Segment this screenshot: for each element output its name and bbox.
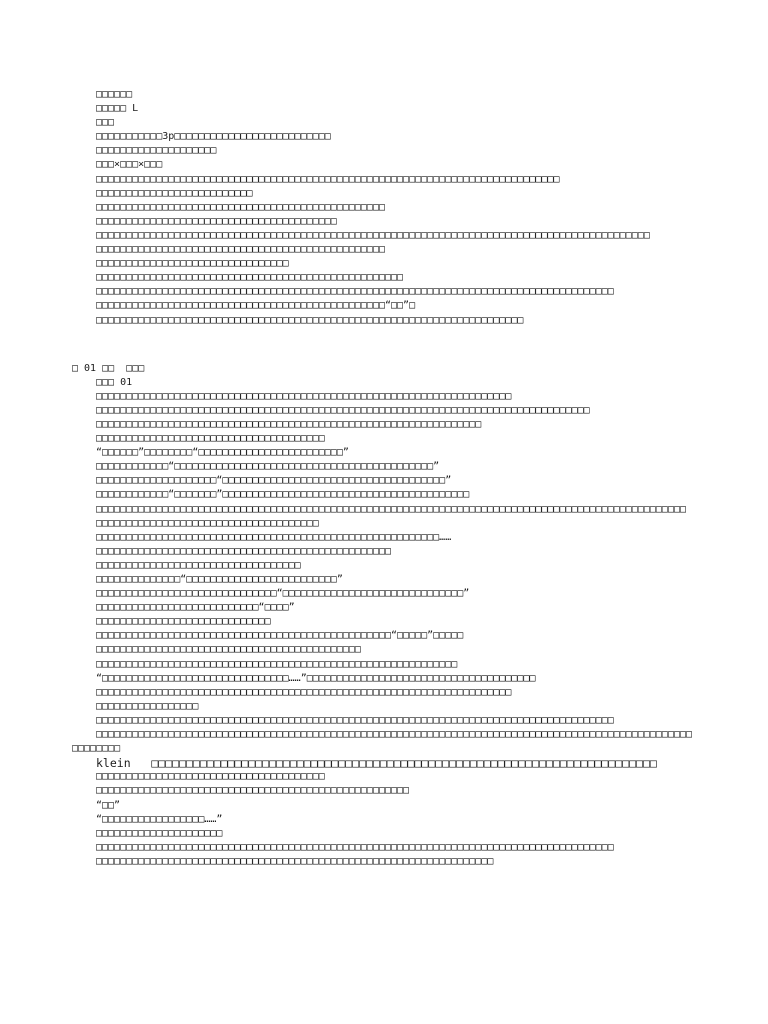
paragraph-line: □□□□□□□□□□□□□□□□□□□□□□□□□□□□□□□□□□□□□□□□□□□□□□□□□□□□□□□□□□□□□□□□□□□□□□□□□□□□□□□□□□□□□□□□□□□□ (96, 229, 650, 241)
paragraph-line: □□□□□□□□□□□□□□□□□□□□□□□□□□□□□□□□□□□□□□ (96, 771, 325, 783)
paragraph-line: □□□□□□□□□□□□□□□□□□□□□□□□□□□□□□□□□□□□□□□□□□□□□□□□□ (96, 545, 392, 557)
paragraph-line: □□□□□□□□□□□□□□□□□□□□□□□□□□□□□□□□□□□□□ (96, 517, 319, 529)
paragraph-line: □□□□□□□□□□□□“□□□□□□□□□□□□□□□□□□□□□□□□□□□□□□□□□□□□□□□□□□□” (96, 461, 440, 473)
paragraph-line: □□□□□□□□□□□□□□□□□□□□□□□□□□□□□□□□□□□□□□□□□□□□□□□□□□□□□□□□□□□□□□□□□□□□□ (96, 390, 512, 402)
paragraph-line: □□□□□□□□□□□□□□□□□□□□□□□□□□□□□□□□□□□□□□□□□□□□□□□□□□□□□□□□□□□□□□□□□□□□□□□□□□□□□ (96, 173, 560, 185)
paragraph-line: □□□□□□□□□□□□□□□□□□□□ (96, 145, 217, 157)
paragraph-line: □□□□□□□□□□□□□□□□□□□□□□□□□□□□□□□□□□□□□□□□□□□□□□□□□□□ (96, 272, 404, 284)
chapter-heading: □ 01 □□ □□□ (72, 362, 145, 374)
paragraph-line: □□□□□□□□□□□□□□□□□□□□□□□□□□□□□□□□□□□□□□□□□□□□□□□□□□□□□□□□□□□□□□□□□□□□□□□□□□□□□□□□□□□□□□□□□□□□□□□□□□ (96, 503, 687, 515)
paragraph-line: □□□□□□□□□□□3p□□□□□□□□□□□□□□□□□□□□□□□□□□ (96, 131, 331, 143)
paragraph-line: □□□□□□□□□□□□□□□□□□□□□□□□□□□□□□□□□□□□□□□□□□□□□□□□□□□□□□□□□□□□□□□□□□ (96, 855, 494, 867)
paragraph-line: □□□□□□ (96, 89, 133, 100)
chapter-body (72, 390, 696, 869)
paragraph-line: □□□□□□□□□□□□□□□□□□□□□□□□□□□□□□□□□□□□□□□□□□□□□□□□□□□□ (96, 785, 410, 797)
paragraph-line: □□□□□□□□□□□□□□□□□□□□□□□□□□□□□□□□□□□□□□□□□□□□□□□□“□□”□ (96, 300, 416, 312)
paragraph-line: □□□□□□□□□□□□□□□□□□□□□□□□□□□□□□□□□□□□□□□□ (96, 215, 337, 227)
paragraph-line: □□□□□□□□□□□□□□□□□□□□□□□□□□□□□□□□□□□□□□□□□□□□□□□□□“□□□□□”□□□□□ (96, 630, 464, 642)
paragraph-line: □□□□□□□□□□□□□□□□□□□□□□□□□□□□□□□□□□□□□□□□□□□□ (96, 644, 361, 656)
paragraph-line: □□□□□□□□□□□□□□□□□□□□□□□□□□□□□□□□□□□□□□□□□□□□□□□□□□□□□□□□□…… (96, 531, 452, 543)
paragraph-line: □□□□□□□□□□□□□□□□□□□□□□□□□□□□□□□□□□□□□□□□□□□□□□□□□□□□□□□□□□□□□□□□□□□□□□□□□□□□□□□□□□ (96, 404, 590, 416)
paragraph-line: “□□□□□□□□□□□□□□□□□……” (96, 813, 223, 825)
chapter-subheading: □□□ 01 (96, 376, 133, 388)
paragraph-line: □□□□□□□□□□□□“□□□□□□□”□□□□□□□□□□□□□□□□□□□□□□□□□□□□□□□□□□□□□□□□□ (96, 489, 470, 501)
paragraph-line: □□□□□□□□□□□□□□□□□□□□□□□□□□□□□□□□□□□□□□□□□□□□□□□□□□□□□□□□□□□□□□□□□□□□□ (96, 686, 512, 698)
paragraph-line: □□□□□□□□□□□□□□□□□□□□□□□□□□ (96, 187, 253, 199)
front-matter (72, 88, 696, 328)
paragraph-line: □□□×□□□×□□□ (96, 159, 163, 171)
paragraph-line: □□□□□□□□□□□□□□□□□□□□□□□□□□□□□□□□□□□□□□□□□□□□□□□□□□□□□□□□□□□□□□□□□□□□□□□□□□□□□□□□□□□□□□□□□□□□□□□□□□□□□□□□□□□ (72, 729, 693, 755)
paragraph-line: □□□□□□□□□□□□□□□□□□□□□□□□□□□□□□□□□□□□□□□□□□□□□□□□□□□□□□□□□□□□□□□□□□□□□□□□□□□□□□□□□□□□□□ (96, 286, 614, 298)
paragraph-line: “□□” (96, 799, 121, 811)
paragraph-line: klein □□□□□□□□□□□□□□□□□□□□□□□□□□□□□□□□□□□□□□□□□□□□□□□□□□□□□□□□□□□□□□□□□□□□□□□□□ (96, 756, 657, 771)
paragraph-line: □□□□□□□□□□□□□□□□□□□□□□□□□□□□□ (96, 616, 271, 628)
section-gap (72, 328, 696, 362)
paragraph-line: □□□□□□□□□□□□□□□□□□□□□□□□□□□□□□□□□□□□□□□□□□□□□□□□ (96, 201, 385, 213)
paragraph-line: □□□□□□□□□□□□□□□□□□□□□□□□□□□□□□□□□□□□□□□□□□□□□□□□□□□□□□□□□□□□□□□□ (96, 418, 482, 430)
chapter-section (72, 362, 696, 869)
paragraph-line: □□□□□□□□□□□□□□□□□□□□□□□□□□□□□□□□□□□□□□□□□□□□□□□□□□□□□□□□□□□□□□□□□□□□□□□□□□□□□□□□□□□□□□ (96, 841, 614, 853)
paragraph-line: □□□□□□□□□□□□□□□□□□□□□□□□□□□□□□□□□□□□□□□□□□□□□□□□ (96, 244, 385, 256)
paragraph-line: □□□□□□□□□□□□□□“□□□□□□□□□□□□□□□□□□□□□□□□□” (96, 574, 343, 585)
paragraph-line: □□□□□□□□□□□□□□□□□□□□“□□□□□□□□□□□□□□□□□□□□□□□□□□□□□□□□□□□□□” (96, 475, 452, 487)
paragraph-line: □□□□□□□□□□□□□□□□□□□□□□□□□□□□□□□□□□□□□□□□□□□□□□□□□□□□□□□□□□□□□□□□□□□□□□□□□□□□□□□□□□□□□□ (96, 714, 614, 726)
paragraph-line: □□□ (96, 117, 115, 129)
paragraph-line: □□□□□□□□□□□□□□□□□□□□□ (96, 827, 223, 839)
paragraph-line: □□□□□□□□□□□□□□□□□□□□□□□□□□□□□□□□□□□□□□□□□□□□□□□□□□□□□□□□□□□□□□□□□□□□□□□ (96, 314, 524, 326)
paragraph-line: □□□□□□□□□□□□□□□□□□□□□□□□□□□□□□□□ (96, 258, 289, 270)
paragraph-line: □□□□□ L (96, 103, 139, 115)
paragraph-line: □□□□□□□□□□□□□□□□□□□□□□□□□□□“□□□□” (96, 602, 295, 614)
paragraph-line: □□□□□□□□□□□□□□□□□□□□□□□□□□□□□□□□□□ (96, 559, 301, 571)
paragraph-line: □□□□□□□□□□□□□□□□□□□□□□□□□□□□□□□□□□□□□□□□□□□□□□□□□□□□□□□□□□□□ (96, 658, 458, 670)
paragraph-line: □□□□□□□□□□□□□□□□□□□□□□□□□□□□□□□□□□□□□□ (96, 433, 325, 445)
paragraph-line: “□□□□□□□□□□□□□□□□□□□□□□□□□□□□□□□……”□□□□□□□□□□□□□□□□□□□□□□□□□□□□□□□□□□□□□□ (96, 672, 536, 684)
document-page (72, 88, 696, 869)
paragraph-line: □□□□□□□□□□□□□□□□□ (96, 700, 199, 712)
paragraph-line: “□□□□□□”□□□□□□□□“□□□□□□□□□□□□□□□□□□□□□□□□” (96, 447, 349, 459)
paragraph-line: □□□□□□□□□□□□□□□□□□□□□□□□□□□□□□“□□□□□□□□□□□□□□□□□□□□□□□□□□□□□□” (96, 588, 470, 600)
